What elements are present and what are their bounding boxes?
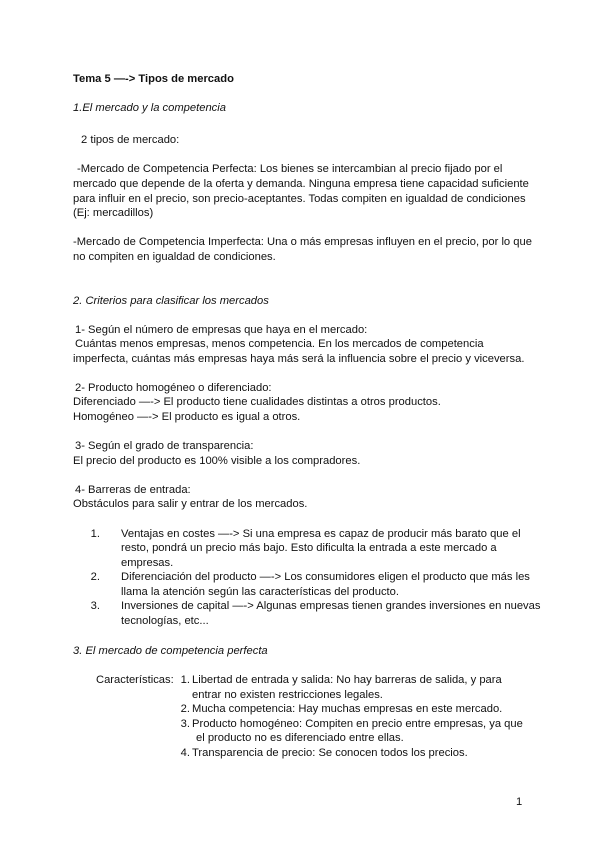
list-item-line: Transparencia de precio: Se conocen todos los precios. [192,747,468,759]
paragraph-line: (Ej: mercadillos) [73,207,154,219]
list-number: 1. [180,674,190,686]
section-1-intro: 2 tipos de mercado: [81,134,180,146]
list-number: 1. [90,528,100,540]
list-item-line: entrar no existen restricciones legales. [192,689,383,701]
list-item-line: tecnologías, etc... [121,615,209,627]
list-item-line: el producto no es diferenciado entre ellas. [196,732,404,744]
section-2-heading: 2. Criterios para clasificar los mercados [73,295,269,307]
paragraph-line: imperfecta, cuántas más empresas haya más será la influencia sobre el precio y viceversa. [73,353,525,365]
page-number: 1 [516,796,523,808]
list-item-line: Ventajas en costes —-> Si una empresa es capaz de producir más barato que el [121,528,521,540]
paragraph-line: Obstáculos para salir y entrar de los mercados. [73,498,308,510]
list-number: 2. [90,571,100,583]
list-item-line: llama la atención según las características del producto. [121,586,399,598]
list-item-line: resto, pondrá un precio más bajo. Esto dificulta la entrada a este mercado a [121,542,497,554]
paragraph-line: -Mercado de Competencia Imperfecta: Una o más empresas influyen en el precio, por lo que [73,236,532,248]
list-item-line: Mucha competencia: Hay muchas empresas en este mercado. [192,703,503,715]
paragraph-line: mercado que depende de la oferta y demanda. Ninguna empresa tiene capacidad suficiente [73,178,529,190]
paragraph-line: Homogéneo —-> El producto es igual a otros. [73,411,301,423]
list-number: 2. [180,703,190,715]
list-number: 3. [90,600,100,612]
criterion-1-title: 1- Según el número de empresas que haya en el mercado: [75,324,368,336]
list-item-line: Inversiones de capital —-> Algunas empresas tienen grandes inversiones en nuevas [121,600,541,612]
list-item-line: Diferenciación del producto —-> Los consumidores eligen el producto que más les [121,571,530,583]
list-number: 4. [180,747,190,759]
list-number: 3. [180,718,190,730]
paragraph-line: Cuántas menos empresas, menos competencia. En los mercados de competencia [75,338,484,350]
list-item-line: Libertad de entrada y salida: No hay barreras de salida, y para [192,674,502,686]
paragraph-line: no compiten en igualdad de condiciones. [73,251,276,263]
characteristics-label: Características: [96,674,174,686]
criterion-3-title: 3- Según el grado de transparencia: [75,440,254,452]
paragraph-line: para influir en el precio, son precio-aceptantes. Todas compiten en igualdad de condiciones [73,193,526,205]
paragraph-line: -Mercado de Competencia Perfecta: Los bienes se intercambian al precio fijado por el [77,163,503,175]
criterion-2-title: 2- Producto homogéneo o diferenciado: [75,382,272,394]
section-1-heading: 1.El mercado y la competencia [73,102,226,114]
list-item-line: Producto homogéneo: Compiten en precio entre empresas, ya que [192,718,523,730]
paragraph-line: Diferenciado —-> El producto tiene cualidades distintas a otros productos. [73,396,441,408]
criterion-4-title: 4- Barreras de entrada: [75,484,191,496]
document-title: Tema 5 —-> Tipos de mercado [73,73,234,85]
paragraph-line: El precio del producto es 100% visible a los compradores. [73,455,361,467]
list-item-line: empresas. [121,557,174,569]
section-3-heading: 3. El mercado de competencia perfecta [73,645,268,657]
